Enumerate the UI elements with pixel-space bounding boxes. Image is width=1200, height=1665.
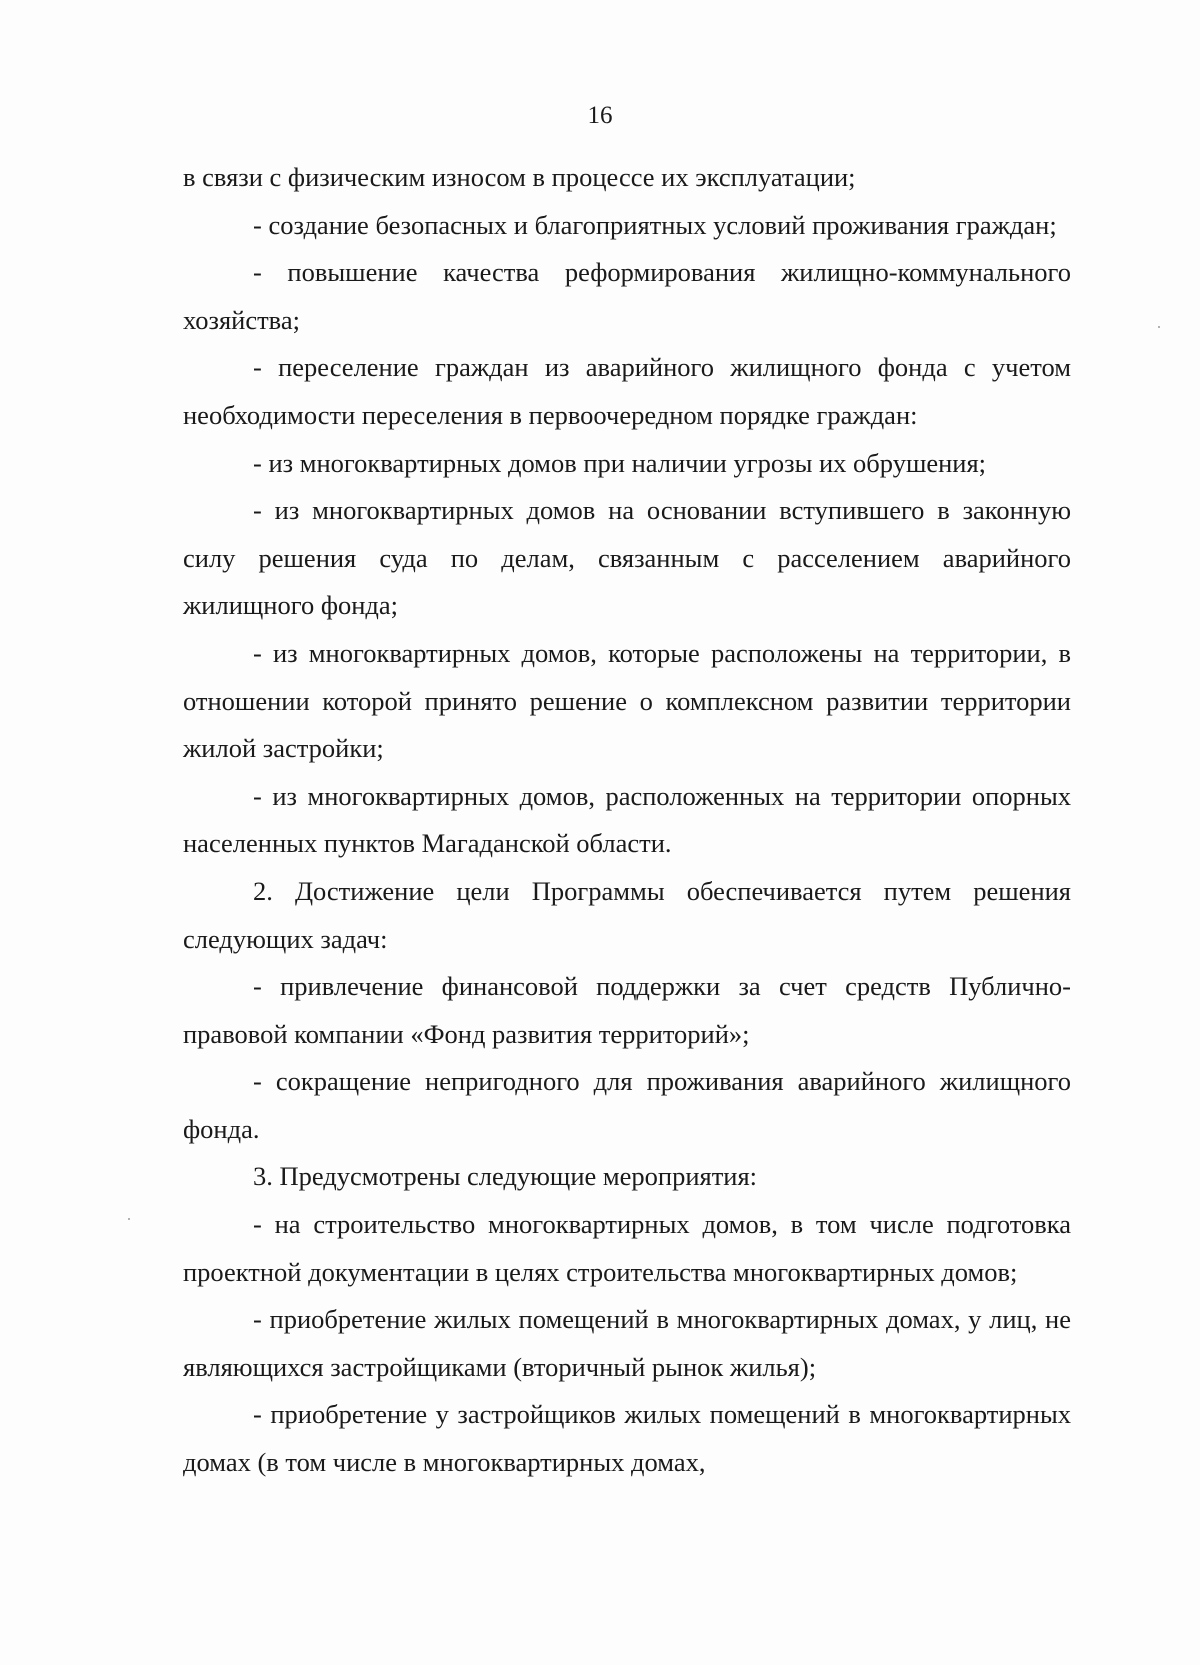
page-number: 16 <box>587 102 613 129</box>
paragraph: - повышение качества реформирования жилищно-коммунального хозяйства; <box>183 257 1071 335</box>
paragraph: - переселение граждан из аварийного жилищного фонда с учетом необходимости переселения в первоочередном порядке граждан: <box>183 352 1071 430</box>
paragraph: - на строительство многоквартирных домов, в том числе подготовка проектной документации в целях строительства многоквартирных домов; <box>183 1209 1071 1287</box>
paragraph: - приобретение жилых помещений в многоквартирных домах, у лиц, не являющихся застройщиками (вторичный рынок жилья); <box>183 1304 1071 1382</box>
document-body <box>183 154 1071 1487</box>
paragraph: - из многоквартирных домов, расположенных на территории опорных населенных пунктов Магаданской области. <box>183 780 1071 859</box>
paragraph: - из многоквартирных домов при наличии угрозы их обрушения; <box>253 447 987 478</box>
paragraph: - сокращение непригодного для проживания аварийного жилищного фонда. <box>183 1066 1071 1144</box>
paragraph: - приобретение у застройщиков жилых помещений в многоквартирных домах (в том числе в многоквартирных домах, <box>183 1399 1071 1478</box>
scan-speck <box>1158 326 1160 328</box>
paragraph: в связи с физическим износом в процессе их эксплуатации; <box>183 162 856 192</box>
scan-speck <box>128 1218 130 1220</box>
paragraph: - создание безопасных и благоприятных условий проживания граждан; <box>253 209 1057 240</box>
paragraph: 3. Предусмотрены следующие мероприятия: <box>253 1161 758 1192</box>
paragraph: 2. Достижение цели Программы обеспечивается путем решения следующих задач: <box>183 875 1071 954</box>
paragraph: - из многоквартирных домов на основании вступившего в законную силу решения суда по делам, связанным с расселением аварийного жилищного фонда; <box>183 495 1071 621</box>
paragraph: - из многоквартирных домов, которые расположены на территории, в отношении которой принято решение о комплексном развитии территории жилой застройки; <box>183 637 1071 764</box>
paragraph: - привлечение финансовой поддержки за счет средств Публично-правовой компании «Фонд развития территорий»; <box>183 971 1071 1049</box>
